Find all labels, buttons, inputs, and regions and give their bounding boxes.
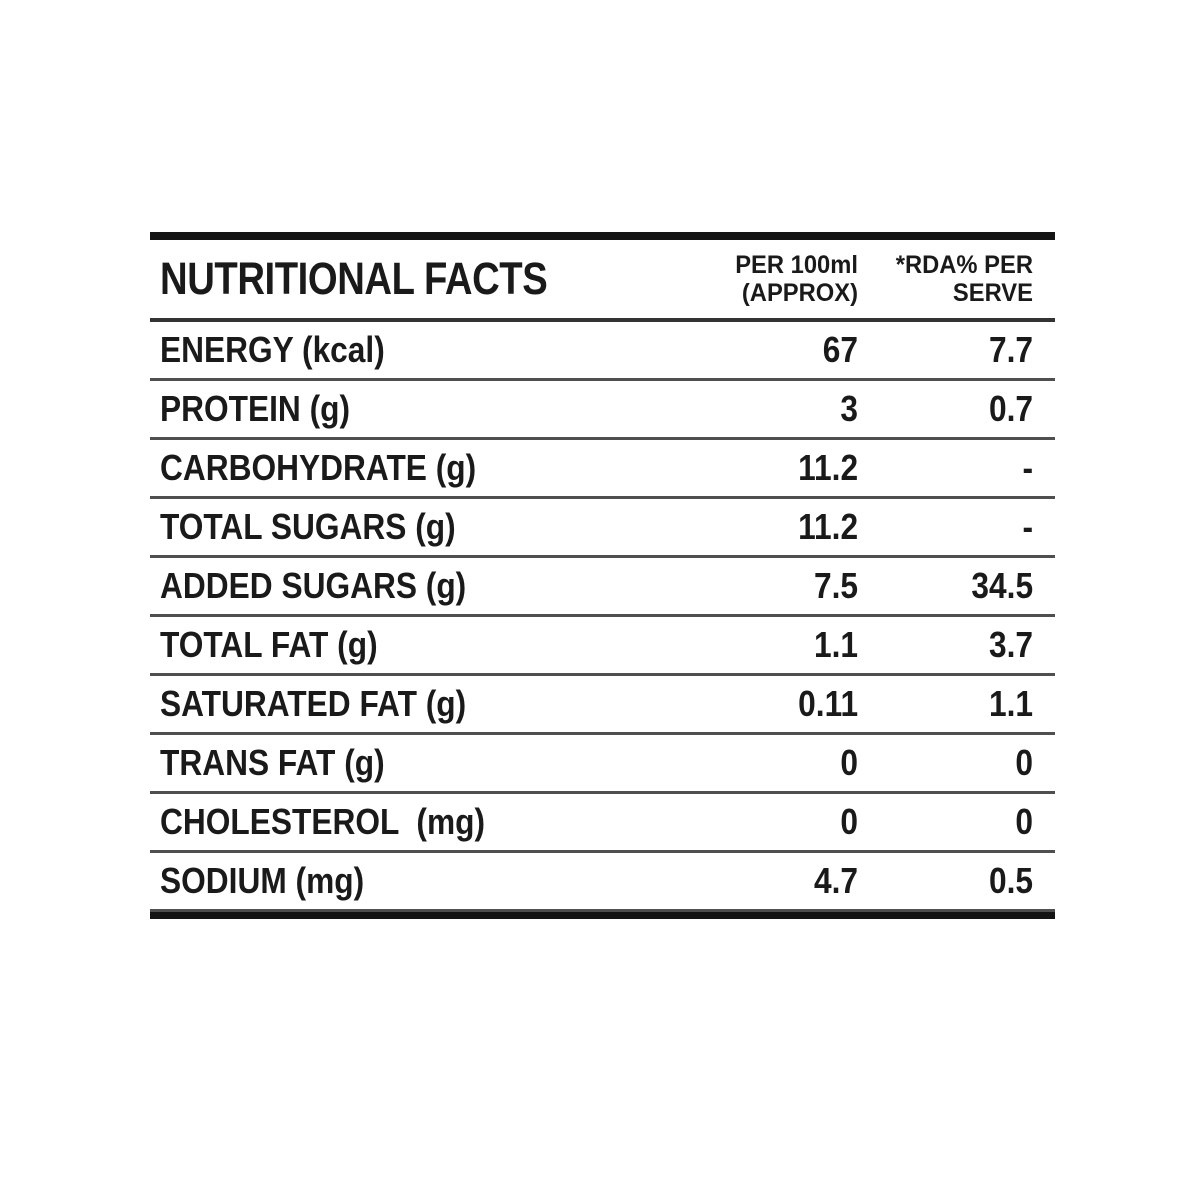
bottom-thick-rule xyxy=(150,912,1055,919)
nutrient-label-text: ENERGY (kcal) xyxy=(160,329,385,370)
nutrient-label-text: SATURATED FAT (g) xyxy=(160,683,467,724)
rda-value-text: 3.7 xyxy=(988,624,1033,665)
table-title-cell xyxy=(150,253,698,305)
per-100ml-value-text: 0 xyxy=(840,742,858,783)
table-row-added-sugars xyxy=(150,558,1055,617)
rda-per-serve-value xyxy=(858,388,1055,430)
per-100ml-value xyxy=(698,447,858,489)
table-row-total-fat xyxy=(150,617,1055,676)
per-100ml-value-text: 11.2 xyxy=(798,447,858,488)
nutrient-label xyxy=(150,329,698,371)
nutrient-label xyxy=(150,742,698,784)
rda-per-serve-value xyxy=(858,742,1055,784)
per-100ml-value-text: 0 xyxy=(840,801,858,842)
per-100ml-value-text: 1.1 xyxy=(813,624,858,665)
table-header-row xyxy=(150,240,1055,322)
nutrient-label-text: PROTEIN (g) xyxy=(160,388,351,429)
rda-per-serve-value xyxy=(858,506,1055,548)
nutrient-label xyxy=(150,447,698,489)
rda-per-serve-value xyxy=(858,624,1055,666)
nutrient-label-text: TOTAL FAT (g) xyxy=(160,624,378,665)
per-100ml-value-text: 11.2 xyxy=(798,506,858,547)
nutrient-label-text: CARBOHYDRATE (g) xyxy=(160,447,477,488)
table-row-saturated-fat xyxy=(150,676,1055,735)
per-100ml-value xyxy=(698,801,858,843)
per-100ml-value xyxy=(698,506,858,548)
rda-value-text: 0.7 xyxy=(988,388,1033,429)
per-100ml-value xyxy=(698,860,858,902)
per-100ml-value xyxy=(698,683,858,725)
per-100ml-header-line2: (APPROX) xyxy=(741,279,858,307)
rda-value-text: 7.7 xyxy=(988,329,1033,370)
table-row-carbohydrate xyxy=(150,440,1055,499)
per-100ml-value-text: 0.11 xyxy=(798,683,858,724)
per-100ml-value xyxy=(698,565,858,607)
rda-value-text: 1.1 xyxy=(988,683,1033,724)
rda-header-line1: *RDA% PER xyxy=(895,251,1033,279)
rda-per-serve-value xyxy=(858,683,1055,725)
nutrient-label-text: ADDED SUGARS (g) xyxy=(160,565,467,606)
rda-per-serve-value xyxy=(858,860,1055,902)
top-thick-rule xyxy=(150,232,1055,240)
rda-value-text: - xyxy=(1022,447,1033,488)
nutrition-facts-table xyxy=(150,232,1055,919)
table-row-energy xyxy=(150,322,1055,381)
nutrient-label xyxy=(150,565,698,607)
rda-header-line2: SERVE xyxy=(952,279,1033,307)
nutrient-label xyxy=(150,624,698,666)
rda-per-serve-value xyxy=(858,329,1055,371)
per-100ml-value xyxy=(698,329,858,371)
nutrient-label-text: TOTAL SUGARS (g) xyxy=(160,506,456,547)
rda-value-text: 0.5 xyxy=(988,860,1033,901)
table-row-trans-fat xyxy=(150,735,1055,794)
rda-per-serve-value xyxy=(858,801,1055,843)
nutrient-label-text: SODIUM (mg) xyxy=(160,860,365,901)
nutrient-label-text: CHOLESTEROL (mg) xyxy=(160,801,486,842)
nutrient-label xyxy=(150,801,698,843)
table-row-total-sugars xyxy=(150,499,1055,558)
per-100ml-header-line1: PER 100ml xyxy=(735,251,858,279)
rda-per-serve-value xyxy=(858,565,1055,607)
per-100ml-value-text: 67 xyxy=(822,329,858,370)
nutrient-label xyxy=(150,860,698,902)
per-100ml-value xyxy=(698,742,858,784)
nutrient-label xyxy=(150,388,698,430)
rda-value-text: 0 xyxy=(1015,801,1033,842)
table-row-cholesterol xyxy=(150,794,1055,853)
column-header-rda-per-serve xyxy=(858,251,1055,307)
rda-value-text: 34.5 xyxy=(971,565,1033,606)
table-row-sodium xyxy=(150,853,1055,912)
column-header-per-100ml xyxy=(698,251,858,307)
per-100ml-value xyxy=(698,388,858,430)
nutrient-label xyxy=(150,683,698,725)
per-100ml-value-text: 7.5 xyxy=(813,565,858,606)
nutrient-label-text: TRANS FAT (g) xyxy=(160,742,385,783)
table-row-protein xyxy=(150,381,1055,440)
per-100ml-value-text: 3 xyxy=(840,388,858,429)
nutrient-label xyxy=(150,506,698,548)
rda-value-text: 0 xyxy=(1015,742,1033,783)
table-title: NUTRITIONAL FACTS xyxy=(160,253,548,304)
rda-per-serve-value xyxy=(858,447,1055,489)
rda-value-text: - xyxy=(1022,506,1033,547)
per-100ml-value-text: 4.7 xyxy=(813,860,858,901)
per-100ml-value xyxy=(698,624,858,666)
